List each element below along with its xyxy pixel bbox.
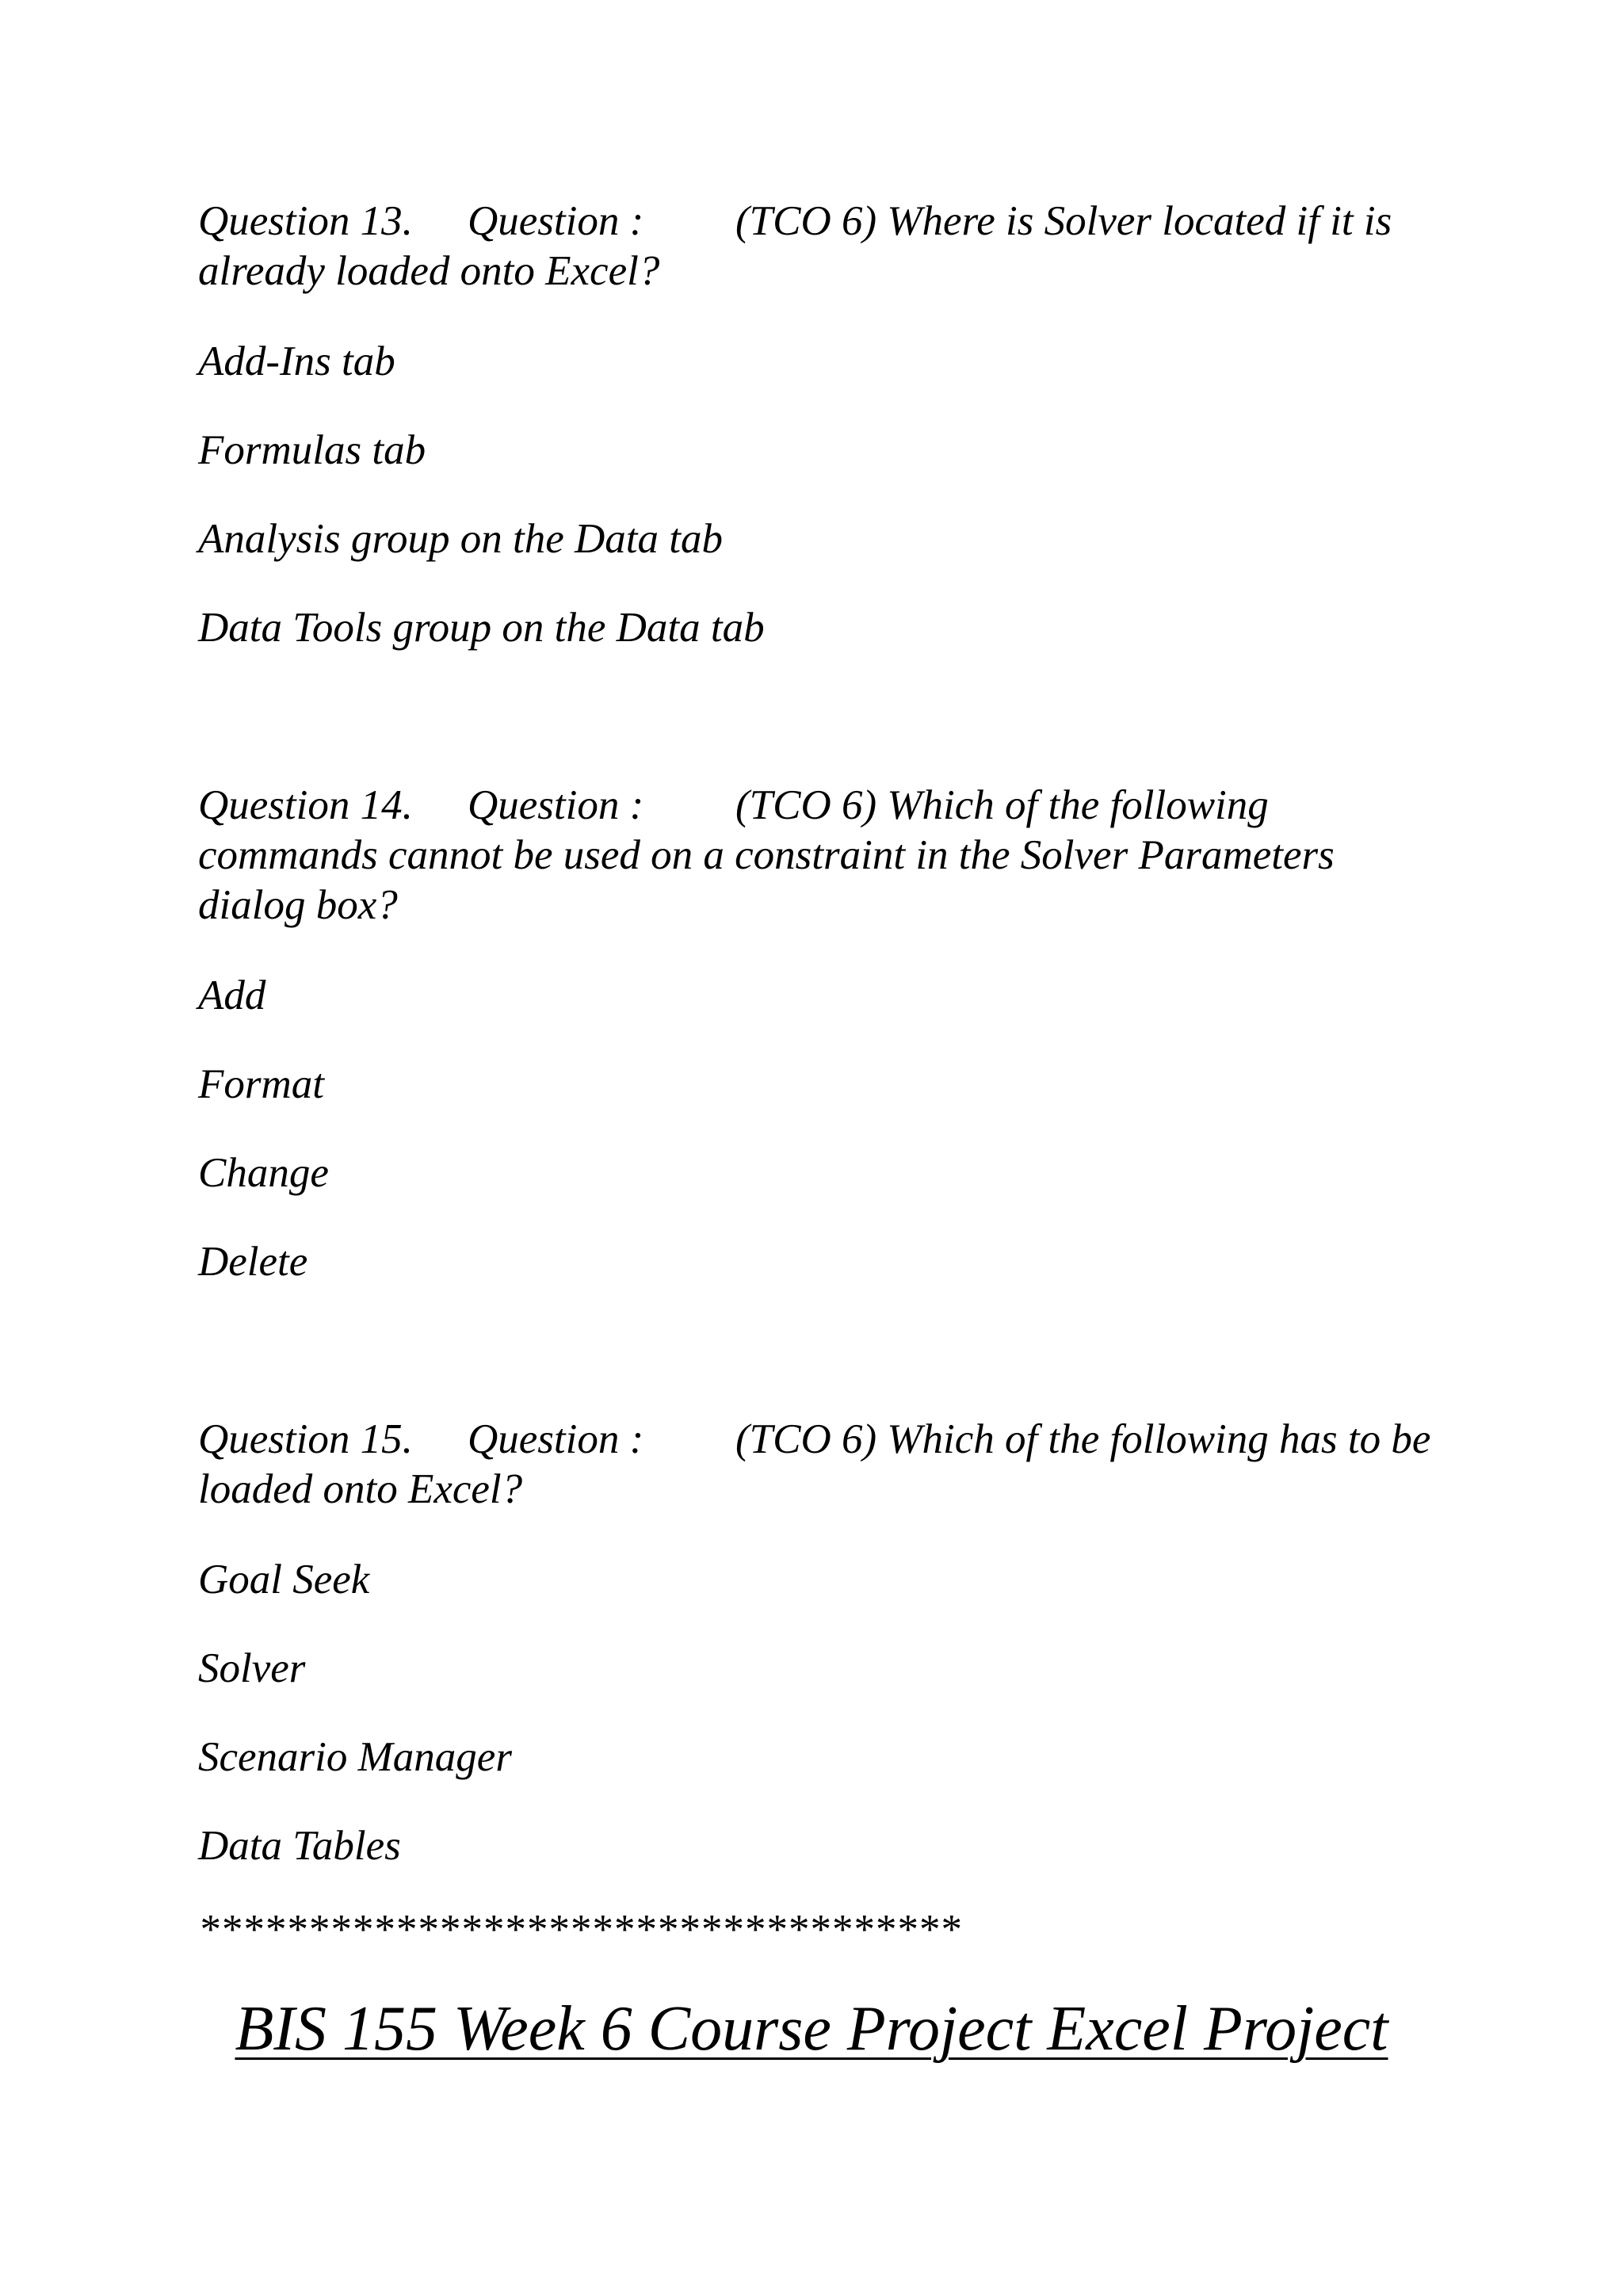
answer-option: Scenario Manager [198,1734,512,1780]
separator-line: *********************************** [198,1907,961,1953]
question-heading [198,197,1434,296]
question-label: Question : [468,1416,644,1462]
answer-option: Data Tables [198,1823,401,1869]
answer-option: Add [198,972,266,1018]
answer-option: Data Tools group on the Data tab [198,605,765,651]
question-number: Question 14. [198,782,413,828]
question-label: Question : [468,198,644,244]
question-number: Question 13. [198,198,413,244]
question-text: (TCO 6) Which of the following has to be loaded onto Excel? [198,1416,1431,1512]
answer-option: Goal Seek [198,1557,370,1603]
question-label: Question : [468,782,644,828]
question-heading [198,781,1434,930]
answer-option: Delete [198,1239,308,1285]
answer-option: Solver [198,1645,306,1691]
question-number: Question 15. [198,1416,413,1462]
footer-title[interactable]: BIS 155 Week 6 Course Project Excel Project [235,1994,1388,2064]
question-heading [198,1415,1434,1515]
answer-option: Add-Ins tab [198,338,395,384]
answer-option: Formulas tab [198,427,426,473]
answer-option: Change [198,1150,329,1196]
question-block-14 [198,781,1434,1285]
answer-option: Analysis group on the Data tab [198,516,723,562]
question-text: (TCO 6) Which of the following commands cannot be used on a constraint in the Solver Parameters dialog box? [198,782,1335,928]
answer-option: Format [198,1061,324,1107]
question-text: (TCO 6) Where is Solver located if it is already loaded onto Excel? [198,198,1392,294]
question-block-15 [198,1415,1434,1869]
question-block-13 [198,197,1434,651]
